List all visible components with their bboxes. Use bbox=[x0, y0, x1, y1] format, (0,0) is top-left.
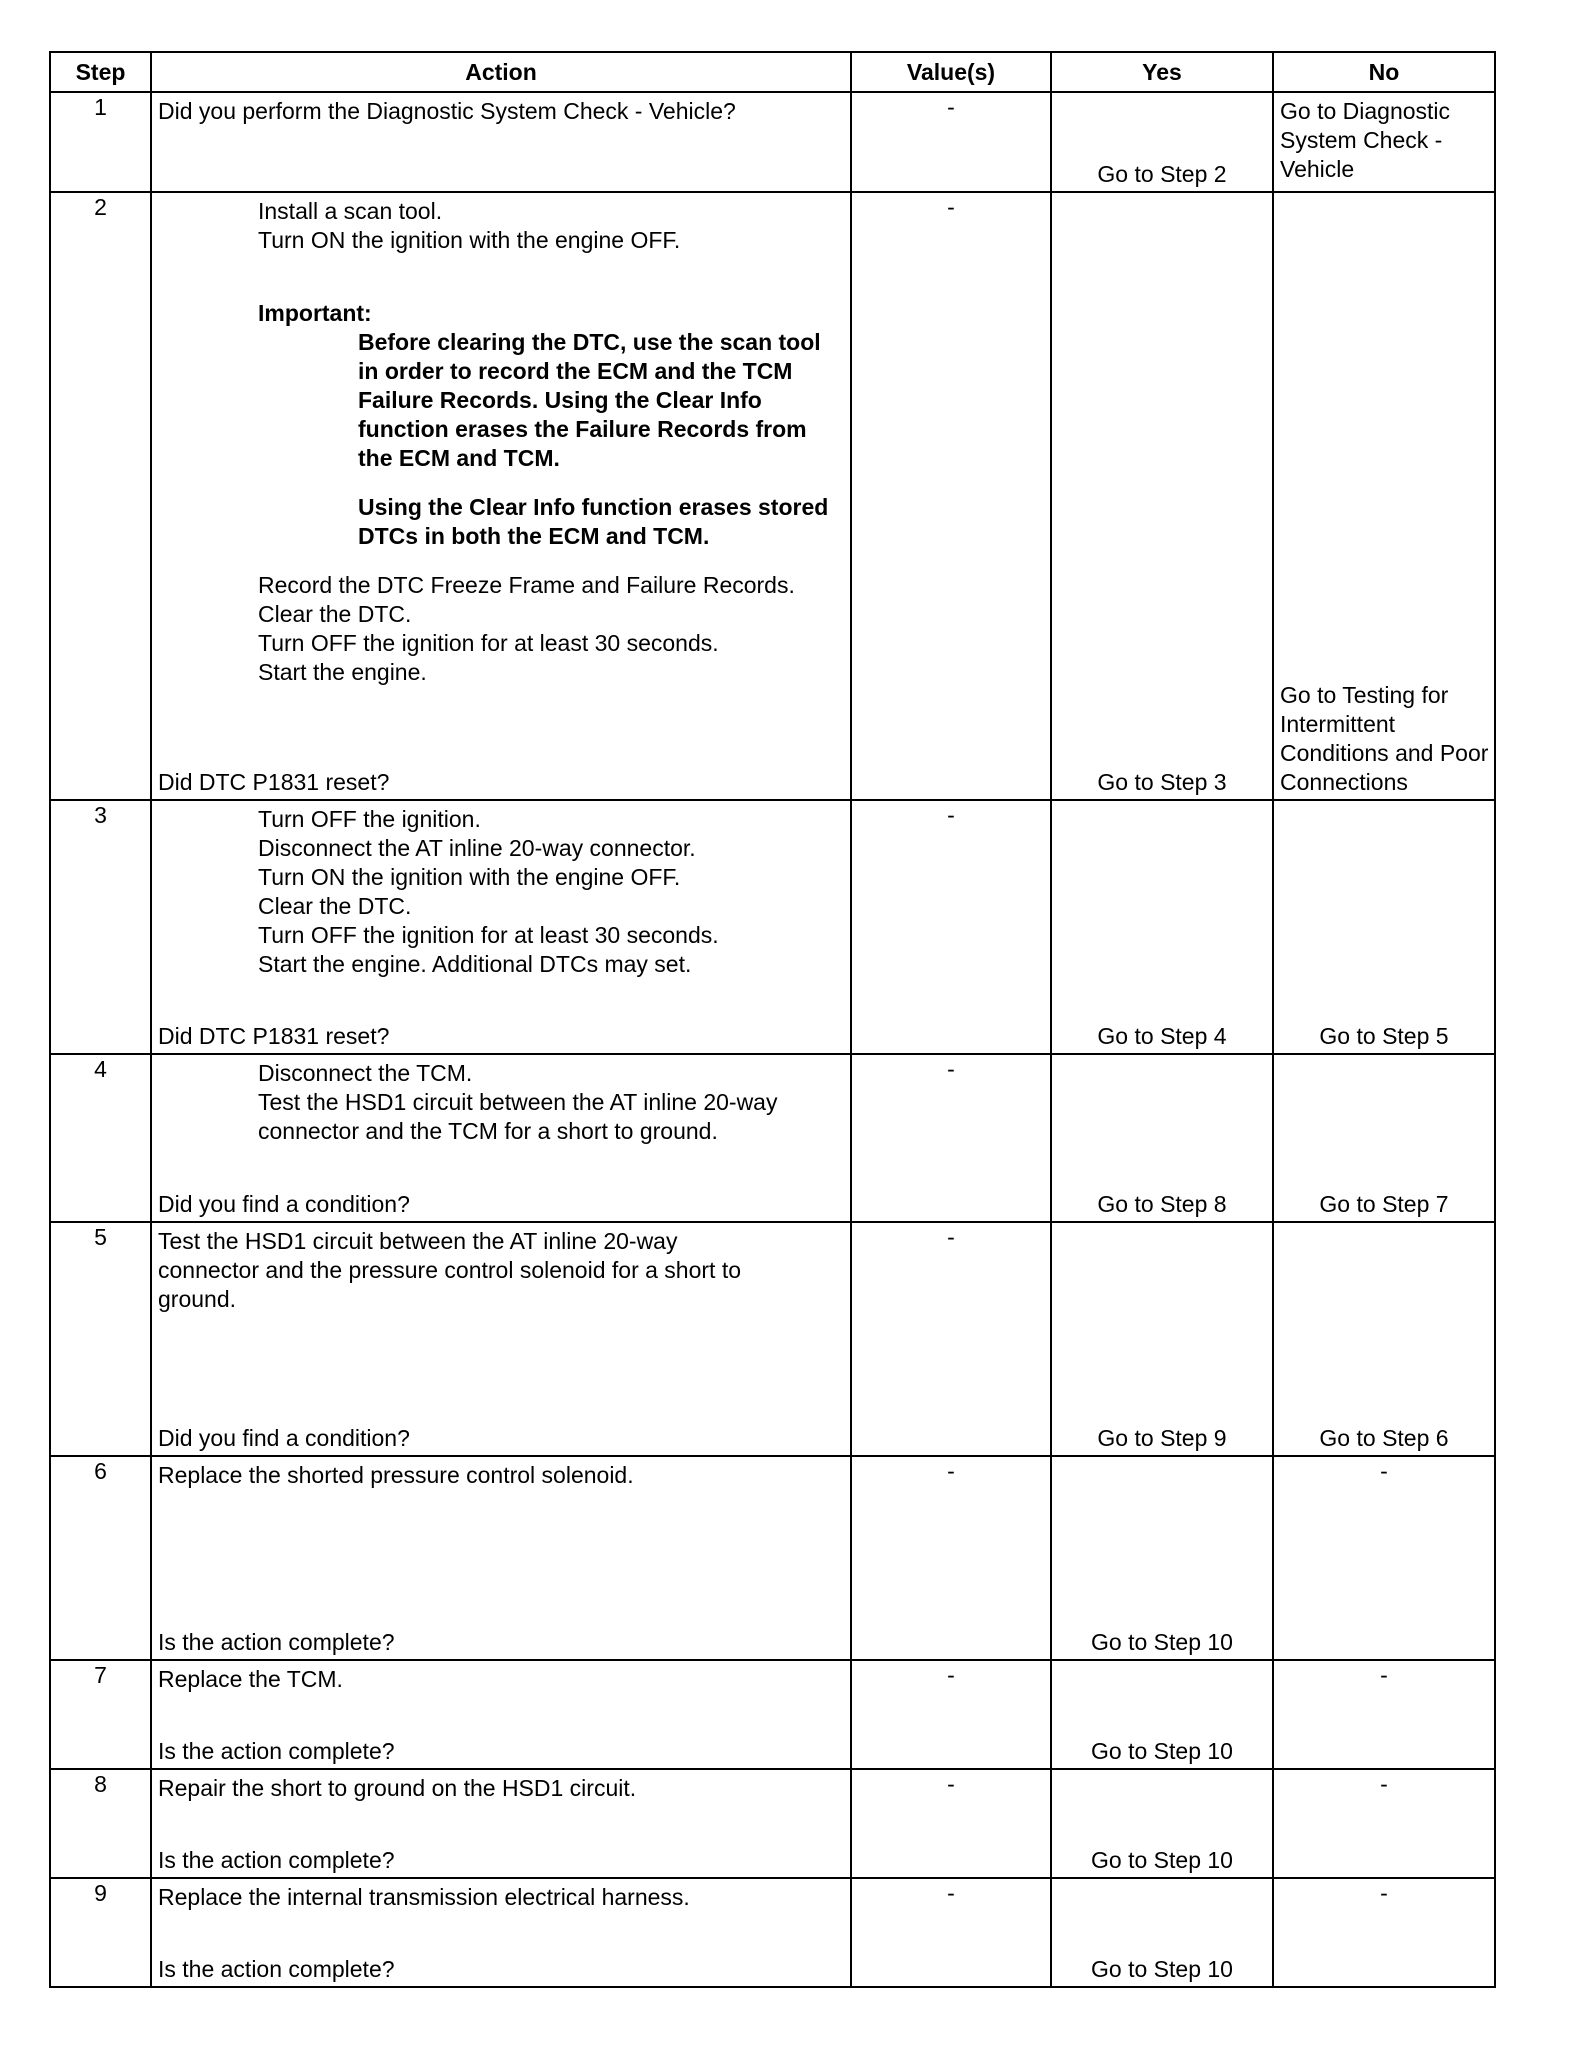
yes-text: Go to Step 10 bbox=[1091, 1629, 1233, 1655]
yes-cell bbox=[1051, 1456, 1273, 1660]
important-text: Using the Clear Info function erases stored DTCs in both the ECM and TCM. bbox=[358, 494, 829, 549]
step-number: 7 bbox=[50, 1660, 151, 1769]
no-cell bbox=[1273, 92, 1495, 192]
yes-text: Go to Step 10 bbox=[1091, 1956, 1233, 1982]
action-line: Turn OFF the ignition for at least 30 seconds. bbox=[258, 922, 719, 948]
table-row bbox=[50, 1660, 1495, 1769]
action-text: Repair the short to ground on the HSD1 circuit. bbox=[158, 1775, 637, 1801]
step-number: 9 bbox=[50, 1878, 151, 1987]
step-number: 3 bbox=[50, 800, 151, 1054]
yes-cell bbox=[1051, 1222, 1273, 1456]
action-question: Did DTC P1831 reset? bbox=[158, 769, 390, 795]
yes-cell bbox=[1051, 1054, 1273, 1222]
step-number: 6 bbox=[50, 1456, 151, 1660]
no-text: Go to Testing for Intermittent Conditions and Poor Connections bbox=[1280, 682, 1489, 795]
table-row bbox=[50, 1054, 1495, 1222]
action-question: Did you find a condition? bbox=[158, 1425, 410, 1451]
value-cell: - bbox=[851, 92, 1051, 192]
action-cell bbox=[151, 1769, 851, 1878]
action-question: Is the action complete? bbox=[158, 1629, 395, 1655]
no-cell: - bbox=[1273, 1878, 1495, 1987]
action-question: Is the action complete? bbox=[158, 1956, 395, 1982]
no-cell: - bbox=[1273, 1660, 1495, 1769]
action-line: Turn ON the ignition with the engine OFF. bbox=[258, 864, 681, 890]
table-row bbox=[50, 800, 1495, 1054]
yes-text: Go to Step 3 bbox=[1097, 769, 1227, 795]
yes-text: Go to Step 4 bbox=[1097, 1023, 1227, 1049]
important-label: Important: bbox=[258, 300, 372, 326]
no-text: Go to Diagnostic System Check - Vehicle bbox=[1280, 98, 1451, 182]
table-row bbox=[50, 92, 1495, 192]
action-line: Install a scan tool. bbox=[258, 198, 443, 224]
value-cell: - bbox=[851, 192, 1051, 800]
step-number: 2 bbox=[50, 192, 151, 800]
action-line: Start the engine. bbox=[258, 659, 427, 685]
yes-cell bbox=[1051, 1769, 1273, 1878]
table-row bbox=[50, 1222, 1495, 1456]
no-cell bbox=[1273, 800, 1495, 1054]
action-cell bbox=[151, 800, 851, 1054]
header-step: Step bbox=[50, 52, 151, 92]
step-number: 5 bbox=[50, 1222, 151, 1456]
action-line: Disconnect the TCM. bbox=[258, 1060, 473, 1086]
action-question: Is the action complete? bbox=[158, 1847, 395, 1873]
action-line: Test the HSD1 circuit between the AT inline 20-way bbox=[258, 1089, 778, 1115]
action-line: connector and the TCM for a short to ground. bbox=[258, 1118, 718, 1144]
yes-text: Go to Step 10 bbox=[1091, 1847, 1233, 1873]
header-row bbox=[50, 52, 1495, 92]
yes-text: Go to Step 2 bbox=[1097, 161, 1227, 187]
header-yes: Yes bbox=[1051, 52, 1273, 92]
action-line: Turn OFF the ignition. bbox=[258, 806, 481, 832]
action-cell bbox=[151, 1456, 851, 1660]
value-cell: - bbox=[851, 1878, 1051, 1987]
table-row bbox=[50, 1878, 1495, 1987]
yes-cell bbox=[1051, 1878, 1273, 1987]
no-cell bbox=[1273, 1222, 1495, 1456]
no-cell bbox=[1273, 1054, 1495, 1222]
important-text: Before clearing the DTC, use the scan tool in order to record the ECM and the TCM Failure Records. Using the Clear Info function erases the Failure Records from the ECM and TCM. bbox=[358, 329, 821, 471]
action-question: Did DTC P1831 reset? bbox=[158, 1023, 390, 1049]
yes-cell bbox=[1051, 192, 1273, 800]
action-text: Replace the internal transmission electrical harness. bbox=[158, 1884, 690, 1910]
value-cell: - bbox=[851, 1660, 1051, 1769]
no-cell bbox=[1273, 192, 1495, 800]
table-row bbox=[50, 192, 1495, 800]
value-cell: - bbox=[851, 1054, 1051, 1222]
table-row bbox=[50, 1769, 1495, 1878]
table-row bbox=[50, 1456, 1495, 1660]
step-number: 8 bbox=[50, 1769, 151, 1878]
action-text: Did you perform the Diagnostic System Check - Vehicle? bbox=[158, 98, 736, 124]
diagnostic-table bbox=[49, 51, 1496, 1988]
action-text: Test the HSD1 circuit between the AT inline 20-way connector and the pressure control solenoid for a short to ground. bbox=[158, 1228, 742, 1312]
yes-cell bbox=[1051, 800, 1273, 1054]
value-cell: - bbox=[851, 1456, 1051, 1660]
yes-text: Go to Step 9 bbox=[1097, 1425, 1227, 1451]
no-cell: - bbox=[1273, 1456, 1495, 1660]
no-text: Go to Step 7 bbox=[1319, 1191, 1449, 1217]
action-cell bbox=[151, 92, 851, 192]
action-question: Is the action complete? bbox=[158, 1738, 395, 1764]
action-text: Replace the shorted pressure control solenoid. bbox=[158, 1462, 634, 1488]
step-number: 1 bbox=[50, 92, 151, 192]
action-line: Turn OFF the ignition for at least 30 seconds. bbox=[258, 630, 719, 656]
header-no: No bbox=[1273, 52, 1495, 92]
action-cell bbox=[151, 192, 851, 800]
action-line: Start the engine. Additional DTCs may set. bbox=[258, 951, 692, 977]
value-cell: - bbox=[851, 800, 1051, 1054]
action-line: Clear the DTC. bbox=[258, 601, 412, 627]
yes-cell bbox=[1051, 1660, 1273, 1769]
action-line: Clear the DTC. bbox=[258, 893, 412, 919]
no-text: Go to Step 6 bbox=[1319, 1425, 1449, 1451]
action-cell bbox=[151, 1878, 851, 1987]
step-number: 4 bbox=[50, 1054, 151, 1222]
action-question: Did you find a condition? bbox=[158, 1191, 410, 1217]
yes-text: Go to Step 10 bbox=[1091, 1738, 1233, 1764]
action-text: Replace the TCM. bbox=[158, 1666, 343, 1692]
action-cell bbox=[151, 1054, 851, 1222]
action-line: Turn ON the ignition with the engine OFF. bbox=[258, 227, 681, 253]
no-text: Go to Step 5 bbox=[1319, 1023, 1449, 1049]
action-line: Disconnect the AT inline 20-way connector. bbox=[258, 835, 696, 861]
yes-cell bbox=[1051, 92, 1273, 192]
action-line: Record the DTC Freeze Frame and Failure Records. bbox=[258, 572, 795, 598]
action-cell bbox=[151, 1222, 851, 1456]
header-values: Value(s) bbox=[851, 52, 1051, 92]
no-cell: - bbox=[1273, 1769, 1495, 1878]
value-cell: - bbox=[851, 1769, 1051, 1878]
action-cell bbox=[151, 1660, 851, 1769]
yes-text: Go to Step 8 bbox=[1097, 1191, 1227, 1217]
value-cell: - bbox=[851, 1222, 1051, 1456]
header-action: Action bbox=[151, 52, 851, 92]
